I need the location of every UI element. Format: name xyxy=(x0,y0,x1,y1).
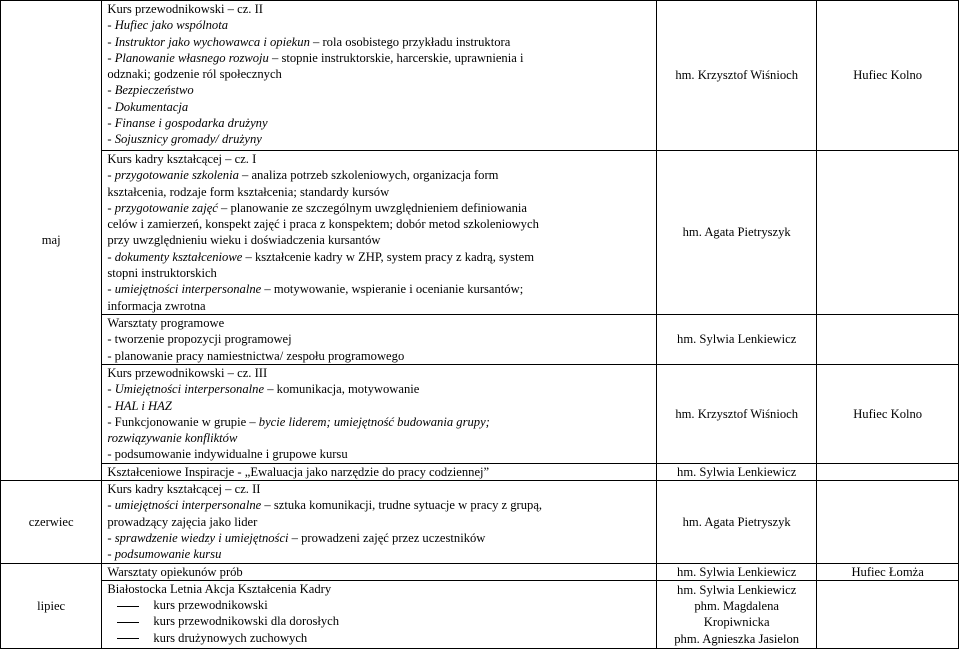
content-line xyxy=(107,82,656,98)
content-line xyxy=(107,348,656,364)
instructor-cell xyxy=(657,1,817,151)
content-cell xyxy=(102,1,657,151)
row-title: Kształceniowe Inspiracje - „Ewaluacja jako narzędzie do pracy codziennej” xyxy=(107,464,490,479)
row-title: Warsztaty opiekunów prób xyxy=(107,564,243,579)
list-item: kurs drużynowych zuchowych xyxy=(107,630,656,646)
instructor-name: hm. Sylwia Lenkiewicz xyxy=(677,582,797,597)
content-line xyxy=(107,530,656,546)
content-line xyxy=(107,50,656,66)
text-segment: - xyxy=(107,382,115,397)
content-line xyxy=(107,446,656,462)
content-line xyxy=(107,167,656,183)
content-line xyxy=(107,265,656,281)
place-name: Hufiec Kolno xyxy=(853,68,923,83)
text-segment: – planowanie ze szczególnym uwzględnieniem definiowania xyxy=(217,200,528,215)
instructor-cell xyxy=(657,151,817,315)
text-segment: kształcenia, rodzaje form kształcenia; standardy kursów xyxy=(107,184,390,199)
instructor-name: hm. Krzysztof Wiśnioch xyxy=(675,406,799,421)
row-title: Kurs przewodnikowski – cz. III xyxy=(107,365,268,380)
content-line xyxy=(107,17,656,33)
instructor-name: phm. Magdalena xyxy=(694,599,779,614)
content-cell xyxy=(102,314,657,364)
text-segment: podsumowanie kursu xyxy=(114,547,222,562)
text-segment: - Funkcjonowanie w grupie – xyxy=(107,414,259,429)
text-segment: - xyxy=(107,34,115,49)
text-segment: Hufiec jako wspólnota xyxy=(114,18,229,33)
text-segment: odznaki; godzenie ról społecznych xyxy=(107,67,282,82)
instructor-cell xyxy=(657,563,817,580)
text-segment: prowadzący zajęcia jako lider xyxy=(107,514,258,529)
instructor-name: hm. Sylwia Lenkiewicz xyxy=(677,564,797,579)
text-segment: stopni instruktorskich xyxy=(107,266,217,281)
text-segment: HAL i HAZ xyxy=(114,398,172,413)
content-line xyxy=(107,34,656,50)
list-item: kurs przewodnikowski dla dorosłych xyxy=(107,613,656,629)
text-segment: Dokumentacja xyxy=(114,99,189,114)
row-title: Kurs kadry kształcącej – cz. I xyxy=(107,152,257,166)
text-segment: Sojusznicy gromady/ drużyny xyxy=(114,132,262,147)
text-segment: – sztuka komunikacji, trudne sytuacje w pracy z grupą, xyxy=(261,498,543,513)
text-segment: - xyxy=(107,530,115,545)
text-segment: - xyxy=(107,18,115,33)
text-segment: - xyxy=(107,282,115,297)
row-title: Warsztaty programowe xyxy=(107,315,225,330)
place-cell xyxy=(817,314,959,364)
content-line xyxy=(107,200,656,216)
text-segment: Bezpieczeństwo xyxy=(114,83,194,98)
list-item: kurs przewodnikowski xyxy=(107,597,656,613)
content-line xyxy=(107,232,656,248)
place-name: Hufiec Kolno xyxy=(853,406,923,421)
content-line xyxy=(107,430,656,446)
place-cell xyxy=(817,1,959,151)
place-cell xyxy=(817,463,959,480)
place-cell xyxy=(817,481,959,563)
content-line xyxy=(107,398,656,414)
text-segment: przygotowanie szkolenia xyxy=(114,168,239,183)
text-segment: – stopnie instruktorskie, harcerskie, uprawnienia i xyxy=(268,50,524,65)
table-row xyxy=(1,580,959,648)
text-segment: przy uwzględnieniu wieku i doświadczenia kursantów xyxy=(107,233,381,248)
text-segment: bycie liderem; umiejętność budowania grupy; xyxy=(258,414,490,429)
content-cell xyxy=(102,364,657,463)
text-segment: umiejętności interpersonalne xyxy=(114,282,262,297)
text-segment: – motywowanie, wspieranie i ocenianie kursantów; xyxy=(261,282,524,297)
month-cell xyxy=(1,563,102,648)
place-name: Hufiec Łomża xyxy=(851,564,924,579)
text-segment: - xyxy=(107,116,115,131)
instructor-name: hm. Agata Pietryszyk xyxy=(682,514,791,529)
table-row xyxy=(1,364,959,463)
place-cell xyxy=(817,364,959,463)
content-line xyxy=(107,99,656,115)
table-row xyxy=(1,151,959,315)
text-segment: – rola osobistego przykładu instruktora xyxy=(309,34,511,49)
month-cell xyxy=(1,1,102,481)
text-segment: - xyxy=(107,168,115,183)
month-label: lipiec xyxy=(37,598,66,613)
table-row xyxy=(1,563,959,580)
month-cell xyxy=(1,481,102,563)
row-title: Białostocka Letnia Akcja Kształcenia Kadry xyxy=(107,581,332,596)
text-segment: - xyxy=(107,398,115,413)
content-line xyxy=(107,546,656,562)
instructor-name: hm. Sylwia Lenkiewicz xyxy=(677,464,797,479)
content-line xyxy=(107,66,656,82)
table-row xyxy=(1,481,959,563)
instructor-cell xyxy=(657,481,817,563)
content-line xyxy=(107,281,656,297)
month-label: czerwiec xyxy=(28,514,74,529)
content-line xyxy=(107,115,656,131)
content-line xyxy=(107,381,656,397)
content-line xyxy=(107,414,656,430)
text-segment: Umiejętności interpersonalne xyxy=(114,382,265,397)
instructor-name: hm. Sylwia Lenkiewicz xyxy=(677,332,797,347)
text-segment: – prowadzeni zajęć przez uczestników xyxy=(288,530,486,545)
content-line xyxy=(107,131,656,147)
text-segment: Finanse i gospodarka drużyny xyxy=(114,116,268,131)
text-segment: rozwiązywanie konfliktów xyxy=(107,431,238,446)
text-segment: - xyxy=(107,200,115,215)
table-row xyxy=(1,1,959,151)
content-cell xyxy=(102,151,657,315)
table-row xyxy=(1,463,959,480)
text-segment: – komunikacja, motywowanie xyxy=(264,382,420,397)
text-segment: Planowanie własnego rozwoju xyxy=(114,50,269,65)
text-segment: - podsumowanie indywidualne i grupowe kursu xyxy=(107,447,348,462)
text-segment: dokumenty kształceniowe xyxy=(114,249,243,264)
text-segment: - xyxy=(107,547,115,562)
content-line xyxy=(107,249,656,265)
content-cell xyxy=(102,580,657,648)
text-segment: - xyxy=(107,99,115,114)
text-segment: - tworzenie propozycji programowej xyxy=(107,332,292,347)
content-line xyxy=(107,216,656,232)
content-line xyxy=(107,184,656,200)
row-title: Kurs kadry kształcącej – cz. II xyxy=(107,482,261,497)
content-cell xyxy=(102,563,657,580)
text-segment: - xyxy=(107,50,115,65)
text-segment: – analiza potrzeb szkoleniowych, organizacja form xyxy=(238,168,499,183)
content-cell xyxy=(102,481,657,563)
text-segment: Instruktor jako wychowawca i opiekun xyxy=(114,34,310,49)
content-line xyxy=(107,298,656,314)
table-row xyxy=(1,314,959,364)
text-segment: umiejętności interpersonalne xyxy=(114,498,262,513)
place-cell xyxy=(817,151,959,315)
text-segment: - xyxy=(107,498,115,513)
instructor-name: hm. Agata Pietryszyk xyxy=(682,225,791,240)
month-label: maj xyxy=(41,233,61,248)
place-cell xyxy=(817,580,959,648)
instructor-cell xyxy=(657,364,817,463)
content-line xyxy=(107,331,656,347)
content-cell xyxy=(102,463,657,480)
text-segment: – kształcenie kadry w ZHP, system pracy z kadrą, system xyxy=(242,249,535,264)
instructor-name: Kropiwnicka xyxy=(703,615,770,630)
text-segment: celów i zamierzeń, konspekt zajęć i praca z konspektem; dobór metod szkoleniowych xyxy=(107,217,539,232)
content-line xyxy=(107,514,656,530)
row-title: Kurs przewodnikowski – cz. II xyxy=(107,2,263,16)
text-segment: informacja zwrotna xyxy=(107,298,206,313)
text-segment: - xyxy=(107,249,115,264)
content-line xyxy=(107,497,656,513)
place-cell xyxy=(817,563,959,580)
text-segment: - xyxy=(107,83,115,98)
instructor-name: hm. Krzysztof Wiśnioch xyxy=(675,68,799,83)
text-segment: - xyxy=(107,132,115,147)
text-segment: - planowanie pracy namiestnictwa/ zespołu programowego xyxy=(107,348,405,363)
instructor-cell xyxy=(657,314,817,364)
instructor-cell xyxy=(657,580,817,648)
instructor-name: phm. Agnieszka Jasielon xyxy=(674,631,800,646)
instructor-cell xyxy=(657,463,817,480)
text-segment: przygotowanie zajęć xyxy=(114,200,218,215)
text-segment: sprawdzenie wiedzy i umiejętności xyxy=(114,530,289,545)
